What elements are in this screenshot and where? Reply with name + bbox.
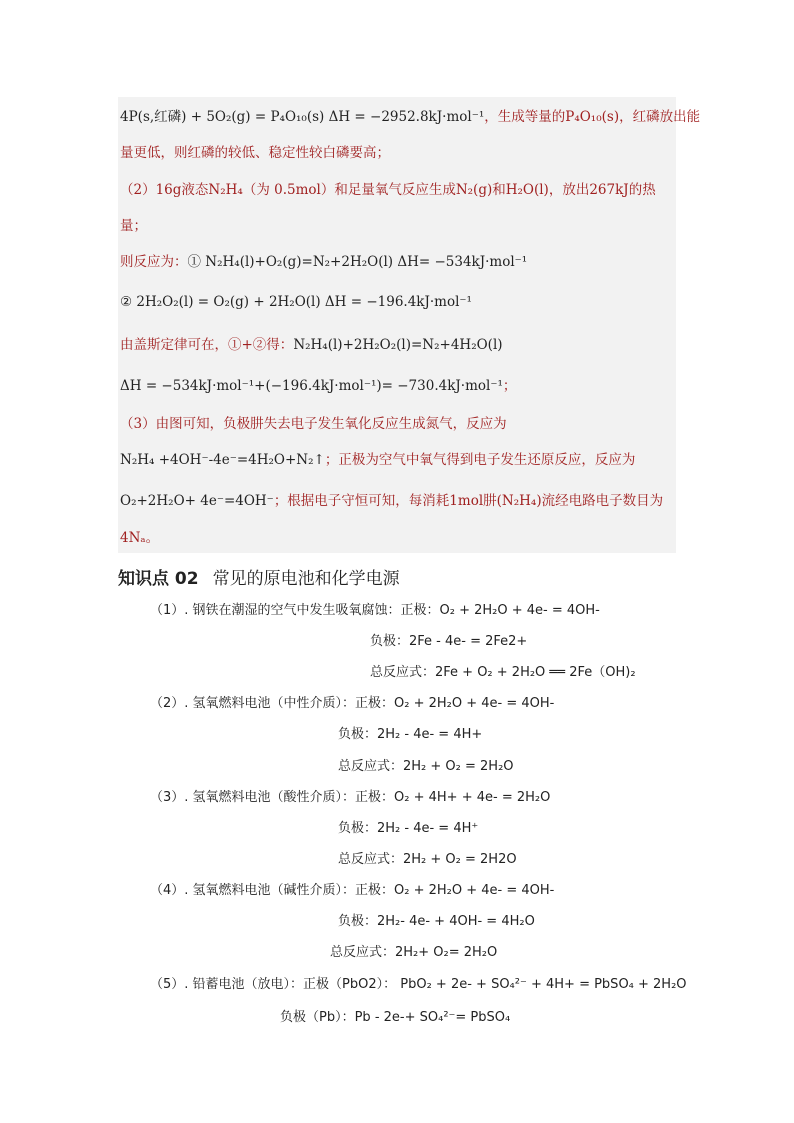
reaction-4-anode: 负极：2H₂- 4e- + 4OH- = 4H₂O (338, 914, 535, 929)
reaction-3-anode: 负极：2H₂ - 4e- = 4H⁺ (338, 821, 479, 836)
explanation-line-5: 则反应为：① N₂H₄(l)+O₂(g)=N₂+2H₂O(l) ΔH= −534kJ·mol⁻¹ (120, 254, 528, 270)
reaction-2: （2）. 氢氧燃料电池（中性介质）：正极：O₂ + 2H₂O + 4e- = 4OH- (150, 696, 555, 711)
explanation-line-6: ② 2H₂O₂(l) = O₂(g) + 2H₂O(l) ΔH = −196.4kJ·mol⁻¹ (120, 294, 472, 310)
explanation-line-1: 4P(s,红磷) + 5O₂(g) = P₄O₁₀(s) ΔH = −2952.8kJ·mol⁻¹，生成等量的P₄O₁₀(s)，红磷放出能 (120, 109, 701, 125)
reaction-1: （1）. 钢铁在潮湿的空气中发生吸氧腐蚀：正极：O₂ + 2H₂O + 4e- = 4OH- (150, 603, 600, 618)
explanation-line-9: （3）由图可知，负极肼失去电子发生氧化反应生成氮气，反应为 (120, 416, 507, 432)
reaction-3-total: 总反应式：2H₂ + O₂ = 2H2O (338, 852, 517, 867)
explanation-line-4: 量； (120, 218, 147, 234)
reaction-2-anode: 负极：2H₂ - 4e- = 4H+ (338, 727, 483, 742)
section-heading: 知识点 02 常见的原电池和化学电源 (118, 569, 400, 589)
explanation-panel (118, 97, 676, 553)
explanation-line-10: N₂H₄ +4OH⁻-4e⁻=4H₂O+N₂↑；正极为空气中氧气得到电子发生还原反应，反应为 (120, 452, 636, 468)
explanation-line-11: O₂+2H₂O+ 4e⁻=4OH⁻；根据电子守恒可知，每消耗1mol肼(N₂H₄)流经电路电子数目为 (120, 493, 664, 509)
reaction-2-total: 总反应式：2H₂ + O₂ = 2H₂O (338, 759, 514, 774)
formula: 4P(s,红磷) + 5O₂(g) = P₄O₁₀(s) ΔH = −2952.8kJ·mol⁻¹ (120, 109, 485, 125)
explanation-line-8: ΔH = −534kJ·mol⁻¹+(−196.4kJ·mol⁻¹)= −730.4kJ·mol⁻¹； (120, 378, 517, 394)
reaction-5: （5）. 铅蓄电池（放电）：正极（PbO2）： PbO₂ + 2e- + SO₄²⁻ + 4H+ = PbSO₄ + 2H₂O (150, 977, 687, 992)
reaction-1-anode: 负极：2Fe - 4e- = 2Fe2+ (370, 634, 528, 649)
reaction-1-total: 总反应式：2Fe + O₂ + 2H₂O ══ 2Fe（OH)₂ (370, 665, 636, 680)
explanation-line-7: 由盖斯定律可在，①+②得：N₂H₄(l)+2H₂O₂(l)=N₂+4H₂O(l) (120, 337, 503, 353)
explanation-line-12: 4Nₐ。 (120, 530, 160, 546)
reaction-5-anode: 负极（Pb）：Pb - 2e-+ SO₄²⁻= PbSO₄ (280, 1010, 511, 1025)
reaction-3: （3）. 氢氧燃料电池（酸性介质）：正极：O₂ + 4H+ + 4e- = 2H₂O (150, 790, 551, 805)
explanation-line-2: 量更低，则红磷的较低、稳定性较白磷要高； (120, 145, 390, 161)
reaction-4: （4）. 氢氧燃料电池（碱性介质）：正极：O₂ + 2H₂O + 4e- = 4OH- (150, 883, 555, 898)
explanation-line-3: （2）16g液态N₂H₄（为 0.5mol）和足量氧气反应生成N₂(g)和H₂O(l)，放出267kJ的热 (120, 182, 656, 198)
reaction-4-total: 总反应式：2H₂+ O₂= 2H₂O (330, 945, 498, 960)
